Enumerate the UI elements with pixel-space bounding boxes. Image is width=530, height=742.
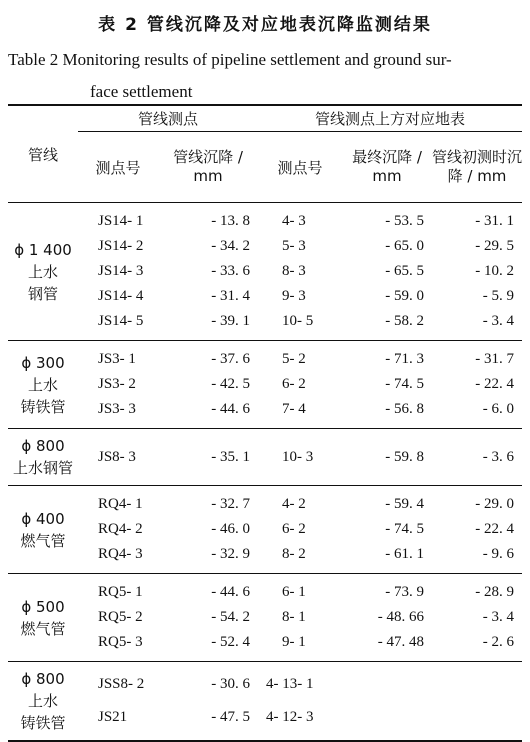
pipeline-group [8, 574, 522, 662]
cell-final-settlement: - 47. 48 [377, 634, 425, 650]
pipeline-label [8, 486, 78, 574]
cell-initial-settlement: - 5. 9 [482, 288, 515, 304]
cell-pipe-point-no: JS14- 2 [98, 238, 144, 254]
cell-pipe-point-no: JS14- 3 [98, 263, 144, 279]
cell-ground-point-no: 8- 1 [282, 609, 306, 625]
pipeline-label-line: 上水 [27, 262, 58, 281]
cell-final-settlement: - 74. 5 [385, 376, 425, 392]
cell-ground-point-no: 6- 2 [282, 521, 306, 537]
cell-ground-point-no: 4- 12- 3 [266, 708, 314, 725]
cell-initial-settlement: - 3. 6 [482, 448, 515, 465]
table-row [8, 259, 522, 284]
cell-final-settlement: - 65. 0 [385, 238, 425, 254]
cell-initial-settlement: - 6. 0 [482, 401, 515, 417]
cell-final-settlement: - 74. 5 [385, 521, 425, 537]
table-row [8, 630, 522, 662]
pipeline-label-line: 上水 [27, 692, 58, 710]
cell-final-settlement: - 71. 3 [385, 351, 425, 367]
cell-pipe-point-no: RQ5- 3 [98, 634, 143, 650]
cell-ground-point-no: 8- 3 [282, 263, 306, 279]
cell-pipe-settlement: - 32. 9 [211, 546, 251, 562]
header-point-no: 测点号 [78, 132, 158, 203]
pipeline-label-line: ϕ 500 [21, 597, 65, 616]
table-header [8, 105, 522, 203]
cell-final-settlement [342, 662, 432, 701]
table-row [8, 701, 522, 741]
cell-pipe-point-no: RQ4- 2 [98, 521, 143, 537]
cell-pipe-settlement: - 54. 2 [211, 609, 251, 625]
cell-pipe-settlement: - 32. 7 [211, 496, 251, 512]
cell-pipe-settlement: - 46. 0 [211, 521, 251, 537]
cell-pipe-point-no: JS14- 5 [98, 313, 144, 329]
cell-pipe-settlement: - 44. 6 [211, 584, 251, 600]
table-row [8, 397, 522, 429]
title-english-line-1: Table 2 Monitoring results of pipeline settlement and ground sur- [8, 50, 452, 69]
cell-final-settlement: - 61. 1 [385, 546, 425, 562]
cell-pipe-settlement: - 39. 1 [211, 313, 251, 329]
table-row [8, 574, 522, 606]
pipeline-label-line: 燃气管 [20, 619, 66, 638]
cell-final-settlement: - 48. 66 [377, 609, 425, 625]
table-row [8, 309, 522, 341]
cell-pipe-settlement: - 35. 1 [211, 448, 251, 465]
table-row [8, 542, 522, 574]
pipeline-label-line: ϕ 300 [21, 353, 65, 372]
table-row [8, 234, 522, 259]
table-row [8, 341, 522, 373]
cell-initial-settlement: - 31. 7 [475, 351, 515, 367]
pipeline-group [8, 203, 522, 341]
cell-pipe-settlement: - 47. 5 [211, 708, 251, 725]
header-pipe-settlement: 管线沉降 / mm [158, 132, 258, 203]
cell-pipe-settlement: - 52. 4 [211, 634, 251, 650]
cell-final-settlement: - 53. 5 [385, 213, 425, 229]
cell-final-settlement: - 73. 9 [385, 584, 425, 600]
cell-pipe-point-no: JS14- 4 [98, 288, 144, 304]
pipeline-label-line: 钢管 [27, 284, 58, 303]
pipeline-group [8, 429, 522, 486]
header-initial-settlement: 管线初测时沉降 / mm [432, 132, 522, 203]
cell-ground-point-no: 10- 3 [282, 448, 314, 465]
cell-final-settlement: - 58. 2 [385, 313, 425, 329]
cell-ground-point-no: 10- 5 [282, 313, 314, 329]
pipeline-label [8, 662, 78, 742]
cell-pipe-point-no: RQ5- 2 [98, 609, 143, 625]
table-title-english [8, 44, 523, 108]
cell-pipe-settlement: - 34. 2 [211, 238, 251, 254]
cell-final-settlement: - 65. 5 [385, 263, 425, 279]
cell-ground-point-no: 5- 3 [282, 238, 306, 254]
pipeline-label-line: ϕ 1 400 [14, 240, 72, 259]
cell-initial-settlement: - 9. 6 [482, 546, 515, 562]
cell-initial-settlement: - 29. 5 [475, 238, 515, 254]
cell-pipe-settlement: - 44. 6 [211, 401, 251, 417]
cell-final-settlement: - 59. 4 [385, 496, 425, 512]
cell-ground-point-no: 4- 2 [282, 496, 306, 512]
cell-pipe-point-no: JS3- 1 [98, 351, 136, 367]
pipeline-label-line: 上水钢管 [12, 459, 73, 477]
cell-final-settlement: - 59. 8 [385, 448, 425, 465]
header-pipeline: 管线 [8, 105, 78, 203]
cell-pipe-settlement: - 37. 6 [211, 351, 251, 367]
pipeline-label [8, 341, 78, 429]
cell-pipe-point-no: JS8- 3 [98, 448, 136, 465]
cell-pipe-point-no: RQ4- 3 [98, 546, 143, 562]
header-pipe-points-group: 管线测点 [78, 105, 258, 132]
cell-initial-settlement: - 3. 4 [482, 609, 515, 625]
cell-pipe-point-no: JS3- 2 [98, 376, 136, 392]
cell-pipe-settlement: - 13. 8 [211, 213, 251, 229]
cell-initial-settlement: - 3. 4 [482, 313, 515, 329]
cell-initial-settlement: - 28. 9 [475, 584, 515, 600]
table-row [8, 284, 522, 309]
cell-pipe-settlement: - 30. 6 [211, 675, 251, 692]
pipeline-label-line: 铸铁管 [20, 714, 66, 732]
pipeline-label [8, 574, 78, 662]
table-row [8, 662, 522, 701]
cell-pipe-settlement: - 42. 5 [211, 376, 251, 392]
cell-ground-point-no: 4- 3 [282, 213, 306, 229]
pipeline-label-line: ϕ 400 [21, 509, 65, 528]
cell-pipe-settlement: - 31. 4 [211, 288, 251, 304]
cell-pipe-point-no: RQ4- 1 [98, 496, 143, 512]
cell-ground-point-no: 8- 2 [282, 546, 306, 562]
cell-ground-point-no: 7- 4 [282, 401, 306, 417]
table-row [8, 429, 522, 486]
cell-final-settlement: - 56. 8 [385, 401, 425, 417]
pipeline-label-line: 铸铁管 [20, 397, 66, 416]
cell-final-settlement [342, 701, 432, 741]
cell-ground-point-no: 5- 2 [282, 351, 306, 367]
cell-ground-point-no: 6- 2 [282, 376, 306, 392]
title-english-line-2: face settlement [90, 82, 193, 101]
pipeline-label [8, 429, 78, 486]
cell-pipe-settlement: - 33. 6 [211, 263, 251, 279]
pipeline-label-line: ϕ 800 [21, 670, 65, 688]
header-ground-point-no: 测点号 [258, 132, 342, 203]
cell-ground-point-no: 6- 1 [282, 584, 306, 600]
cell-initial-settlement: - 2. 6 [482, 634, 515, 650]
pipeline-label-line: 上水 [27, 375, 58, 394]
header-final-settlement: 最终沉降 / mm [342, 132, 432, 203]
monitoring-results-table [8, 104, 522, 742]
cell-pipe-point-no: JS14- 1 [98, 213, 144, 229]
pipeline-group [8, 486, 522, 574]
cell-initial-settlement: - 10. 2 [475, 263, 515, 279]
pipeline-label [8, 203, 78, 341]
table-row [8, 486, 522, 518]
cell-ground-point-no: 9- 1 [282, 634, 306, 650]
pipeline-label-line: 燃气管 [20, 531, 66, 550]
cell-initial-settlement: - 22. 4 [475, 376, 515, 392]
pipeline-label-line: ϕ 800 [21, 437, 65, 455]
cell-pipe-point-no: JS21 [98, 708, 128, 725]
cell-pipe-point-no: RQ5- 1 [98, 584, 143, 600]
cell-initial-settlement: - 22. 4 [475, 521, 515, 537]
cell-pipe-point-no: JSS8- 2 [98, 675, 145, 692]
table-row [8, 605, 522, 630]
cell-ground-point-no: 4- 13- 1 [266, 675, 314, 692]
cell-pipe-point-no: JS3- 3 [98, 401, 136, 417]
table-row [8, 372, 522, 397]
cell-initial-settlement [432, 701, 522, 741]
table-title-chinese: 表 2 管线沉降及对应地表沉降监测结果 [98, 15, 432, 35]
table-row [8, 517, 522, 542]
cell-initial-settlement [432, 662, 522, 701]
cell-final-settlement: - 59. 0 [385, 288, 425, 304]
pipeline-group [8, 662, 522, 742]
cell-initial-settlement: - 31. 1 [475, 213, 515, 229]
cell-initial-settlement: - 29. 0 [475, 496, 515, 512]
header-ground-group: 管线测点上方对应地表 [258, 105, 522, 132]
pipeline-group [8, 341, 522, 429]
cell-ground-point-no: 9- 3 [282, 288, 306, 304]
table-row [8, 203, 522, 235]
